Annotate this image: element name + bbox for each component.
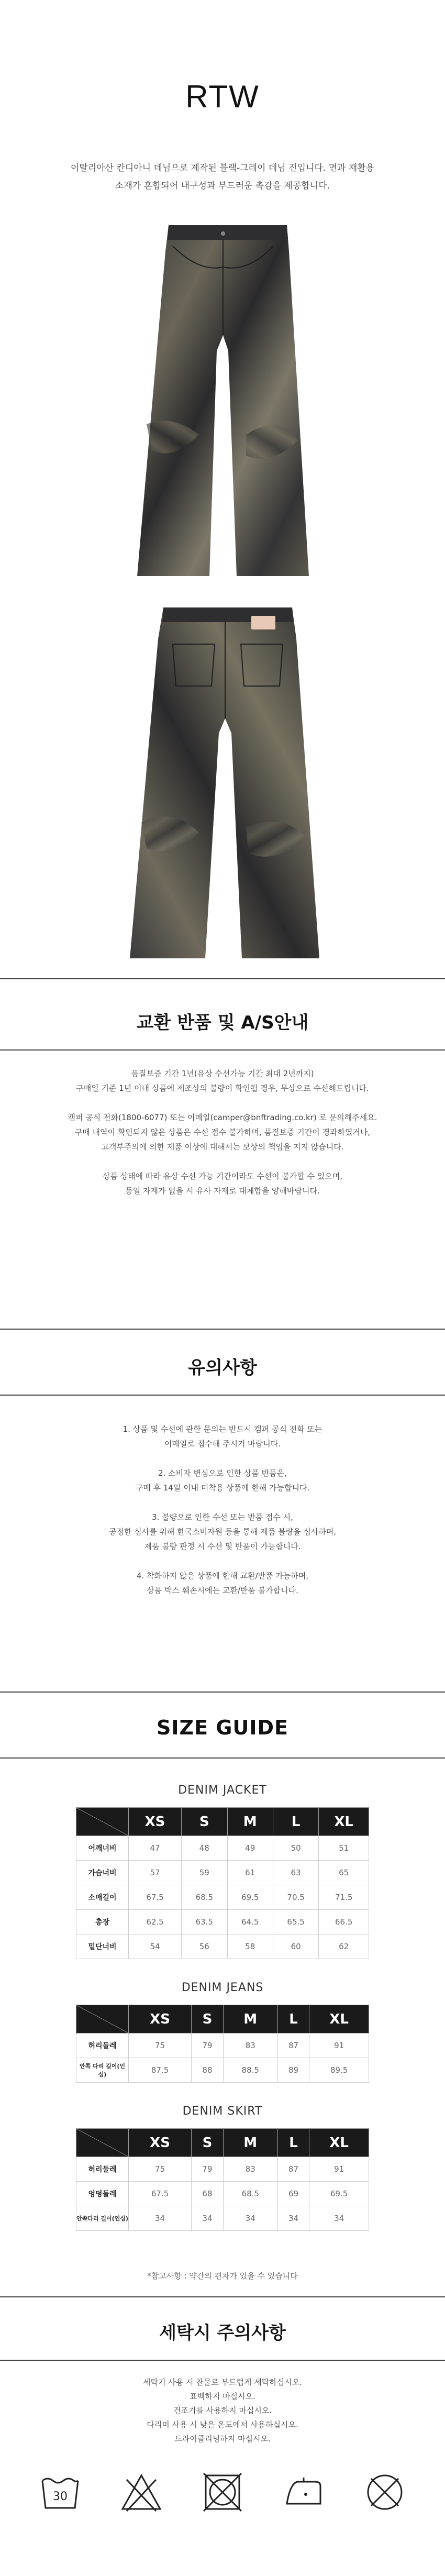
- size-value: 91: [309, 2157, 369, 2182]
- size-header-m: M: [223, 2005, 277, 2033]
- intro-line-1: 이탈리아산 칸디아니 데님으로 제작된 블랙-그레이 데님 진입니다. 면과 재활용: [70, 163, 375, 173]
- jeans-size-table: [76, 2005, 369, 2083]
- caution-line: 2. 소비자 변심으로 인한 상품 반품은,: [158, 1468, 287, 1478]
- size-value: 54: [129, 1934, 182, 1959]
- caution-line: 이메일로 접수해 주시기 바랍니다.: [164, 1439, 281, 1449]
- intro-line-2: 소재가 혼합되어 내구성과 부드러운 촉감을 제공합니다.: [115, 181, 330, 191]
- caution-line: 공정한 심사를 위해 한국소비자원 등을 통해 제품 불량을 심사하며,: [108, 1527, 337, 1536]
- size-value: 83: [223, 2033, 277, 2058]
- size-header-s: S: [192, 2005, 224, 2033]
- size-value: 66.5: [319, 1910, 369, 1934]
- row-label: 허리둘레: [76, 2157, 129, 2182]
- size-value: 51: [319, 1836, 369, 1861]
- size-value: 69: [277, 2182, 309, 2206]
- caution-line: 상품 박스 훼손시에는 교환/반품 불가합니다.: [147, 1586, 298, 1595]
- exchange-line: 품질보증 기간 1년(유상 수선가능 기간 최대 2년까지): [131, 1069, 314, 1078]
- care-line: 다리미 사용 시 낮은 온도에서 사용하십시오.: [147, 2420, 298, 2429]
- row-label: 어깨너비: [76, 1836, 129, 1861]
- size-header-xs: XS: [129, 2005, 192, 2033]
- row-label: 허리둘레: [76, 2033, 129, 2058]
- size-value: 88: [192, 2058, 224, 2083]
- table-row: [76, 1861, 369, 1885]
- care-text: [0, 2375, 445, 2446]
- low-iron-icon: [283, 2471, 325, 2513]
- size-value: 34: [192, 2206, 224, 2231]
- row-label: 엉덩둘레: [76, 2182, 129, 2206]
- size-header-s: S: [182, 1808, 227, 1836]
- care-icons-row: [39, 2471, 406, 2513]
- size-value: 34: [309, 2206, 369, 2231]
- table-corner: [76, 2129, 129, 2157]
- caution-line: 3. 불량으로 인한 수선 또는 반품 접수 시,: [152, 1512, 293, 1522]
- size-value: 56: [182, 1934, 227, 1959]
- brand-title: RTW: [185, 79, 260, 114]
- size-value: 59: [182, 1861, 227, 1885]
- section-divider: [0, 1757, 445, 1759]
- care-line: 세탁기 사용 시 찬물로 부드럽게 세탁하십시오.: [143, 2378, 302, 2387]
- table-row: [76, 1885, 369, 1910]
- size-value: 34: [129, 2206, 192, 2231]
- size-header-l: L: [277, 2129, 309, 2157]
- exchange-line: 상품 상태에 따라 유상 수선 가능 기간이라도 수선이 불가할 수 있으며,: [102, 1171, 343, 1181]
- size-value: 89.5: [309, 2058, 369, 2083]
- size-value: 79: [192, 2033, 224, 2058]
- size-header-row: [76, 1808, 369, 1836]
- table-row: [76, 2033, 369, 2058]
- no-tumble-dry-icon: [202, 2471, 243, 2513]
- jeans-caption: DENIM JEANS: [181, 1981, 264, 1994]
- size-value: 88.5: [223, 2058, 277, 2083]
- size-value: 62: [319, 1934, 369, 1959]
- exchange-line: 구매 내역이 확인되지 않은 상품은 수선 접수 불가하며, 품질보증 기간이 경과하였거나,: [74, 1127, 371, 1137]
- size-header-row: [76, 2005, 369, 2033]
- size-value: 69.5: [227, 1885, 273, 1910]
- caution-section: [0, 1329, 445, 1598]
- row-label: 가슴너비: [76, 1861, 129, 1885]
- size-value: 71.5: [319, 1885, 369, 1910]
- size-value: 69.5: [309, 2182, 369, 2206]
- size-value: 68: [192, 2182, 224, 2206]
- caution-line: 제품 불량 판정 시 수선 및 반품이 가능합니다.: [144, 1542, 301, 1551]
- size-value: 47: [129, 1836, 182, 1861]
- size-note: *참고사항 : 약간의 편차가 있을 수 있습니다: [147, 2271, 298, 2281]
- no-bleach-icon: [120, 2471, 162, 2513]
- size-value: 65.5: [273, 1910, 318, 1934]
- size-header-xl: XL: [309, 2005, 369, 2033]
- size-header-xl: XL: [319, 1808, 369, 1836]
- exchange-line: 구매일 기준 1년 이내 상품에 제조상의 불량이 확인될 경우, 무상으로 수선해드립니다.: [76, 1084, 369, 1093]
- caution-title: 유의사항: [188, 1357, 257, 1378]
- size-value: 89: [277, 2058, 309, 2083]
- size-header-row: [76, 2129, 369, 2157]
- caution-text: [0, 1422, 445, 1598]
- size-header-m: M: [223, 2129, 277, 2157]
- size-value: 50: [273, 1836, 318, 1861]
- section-divider: [0, 2360, 445, 2361]
- size-guide-title: SIZE GUIDE: [157, 1716, 288, 1739]
- table-corner: [76, 2005, 129, 2033]
- size-value: 68.5: [223, 2182, 277, 2206]
- table-corner: [76, 1808, 129, 1836]
- size-value: 79: [192, 2157, 224, 2182]
- care-section: [0, 2296, 445, 2513]
- exchange-line: 동일 자재가 없을 시 유사 자재로 대체함을 양해바랍니다.: [125, 1186, 320, 1196]
- size-value: 34: [223, 2206, 277, 2231]
- size-value: 63.5: [182, 1910, 227, 1934]
- size-header-xs: XS: [129, 2129, 192, 2157]
- row-label: 안쪽다리 길이(인심): [76, 2206, 129, 2231]
- care-title: 세탁시 주의사항: [159, 2323, 286, 2343]
- size-value: 68.5: [182, 1885, 227, 1910]
- size-value: 64.5: [227, 1910, 273, 1934]
- size-value: 87.5: [129, 2058, 192, 2083]
- size-header-m: M: [227, 1808, 273, 1836]
- size-guide-section: [0, 1691, 445, 2281]
- care-line: 드라이클리닝하지 마십시오.: [174, 2434, 271, 2444]
- size-value: 65: [319, 1861, 369, 1885]
- size-value: 61: [227, 1861, 273, 1885]
- section-divider: [0, 1395, 445, 1396]
- size-value: 58: [227, 1934, 273, 1959]
- caution-line: 구매 후 14일 이내 미착용 상품에 한해 가능합니다.: [135, 1483, 310, 1492]
- size-value: 75: [129, 2033, 192, 2058]
- section-divider: [0, 1049, 445, 1051]
- row-label: 안쪽 다리 길이(인심): [76, 2058, 129, 2083]
- exchange-text: [0, 1066, 445, 1198]
- size-header-xl: XL: [309, 2129, 369, 2157]
- row-label: 총장: [76, 1910, 129, 1934]
- size-value: 62.5: [129, 1910, 182, 1934]
- care-line: 건조기를 사용하지 마십시오.: [173, 2406, 272, 2415]
- wash-temp-label: 30: [53, 2490, 68, 2503]
- caution-line: 1. 상품 및 수선에 관한 문의는 반드시 캠퍼 공식 전화 또는: [123, 1424, 322, 1434]
- size-value: 70.5: [273, 1885, 318, 1910]
- jacket-caption: DENIM JACKET: [178, 1784, 267, 1797]
- table-row: [76, 1934, 369, 1959]
- jeans-back-photo: [0, 597, 445, 964]
- caution-line: 4. 착화하지 않은 상품에 한해 교환/반품 가능하며,: [136, 1571, 309, 1580]
- size-value: 91: [309, 2033, 369, 2058]
- table-row: [76, 2182, 369, 2206]
- section-divider: [0, 1691, 445, 1693]
- size-value: 87: [277, 2033, 309, 2058]
- jeans-front-photo: [0, 215, 445, 581]
- size-value: 67.5: [129, 2182, 192, 2206]
- exchange-title: 교환 반품 및 A/S안내: [136, 1012, 309, 1033]
- size-value: 48: [182, 1836, 227, 1861]
- skirt-caption: DENIM SKIRT: [182, 2105, 263, 2118]
- size-header-l: L: [273, 1808, 318, 1836]
- table-row: [76, 2058, 369, 2083]
- size-value: 83: [223, 2157, 277, 2182]
- size-header-l: L: [277, 2005, 309, 2033]
- product-intro: [0, 159, 445, 195]
- size-header-xs: XS: [129, 1808, 182, 1836]
- size-value: 63: [273, 1861, 318, 1885]
- size-value: 57: [129, 1861, 182, 1885]
- size-value: 67.5: [129, 1885, 182, 1910]
- row-label: 밑단너비: [76, 1934, 129, 1959]
- jacket-size-table: [76, 1807, 369, 1959]
- exchange-line: 고객부주의에 의한 제품 이상에 대해서는 보상의 책임을 지지 않습니다.: [101, 1142, 344, 1152]
- size-value: 34: [277, 2206, 309, 2231]
- table-row: [76, 1836, 369, 1861]
- care-line: 표백하지 마십시오.: [190, 2392, 255, 2401]
- size-value: 87: [277, 2157, 309, 2182]
- size-value: 60: [273, 1934, 318, 1959]
- exchange-line: 캠퍼 공식 전화(1800-6077) 또는 이메일(camper@bnftrading.co.kr) 로 문의해주세요.: [68, 1113, 377, 1122]
- size-header-s: S: [192, 2129, 224, 2157]
- wash-30-icon: [39, 2471, 81, 2513]
- size-value: 75: [129, 2157, 192, 2182]
- table-row: [76, 1910, 369, 1934]
- brand-label-patch: [251, 616, 275, 629]
- no-dry-clean-icon: [364, 2471, 406, 2513]
- size-value: 49: [227, 1836, 273, 1861]
- row-label: 소매길이: [76, 1885, 129, 1910]
- exchange-section: [0, 978, 445, 1198]
- table-row: [76, 2157, 369, 2182]
- table-row: [76, 2206, 369, 2231]
- skirt-size-table: [76, 2128, 369, 2231]
